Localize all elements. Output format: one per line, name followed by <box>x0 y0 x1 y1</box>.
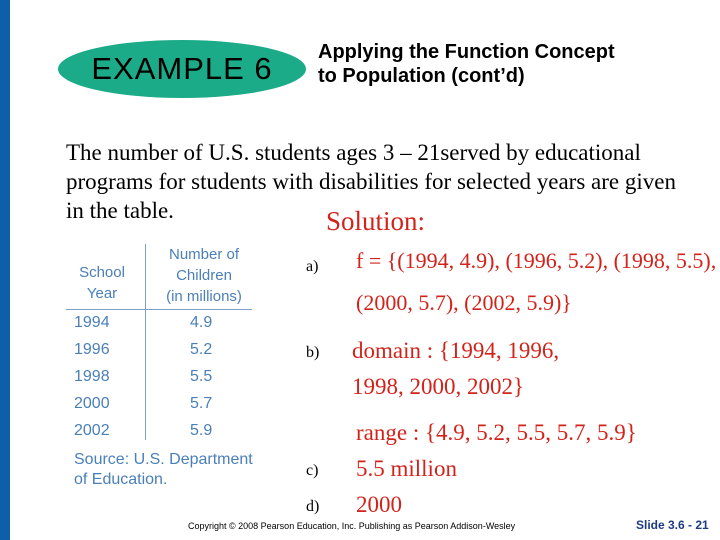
left-accent-bar <box>0 0 10 540</box>
slide-title <box>318 40 615 88</box>
solution-heading: Solution: <box>326 206 426 236</box>
table-cell-year: 1996 <box>74 341 110 358</box>
slide-title-line2: to Population (cont’d) <box>318 65 525 87</box>
table-cell-children: 5.2 <box>190 341 213 358</box>
part-b-domain-line1: domain : {1994, 1996, <box>352 338 560 363</box>
table-cell-children: 5.9 <box>190 422 213 439</box>
table-cell-year: 2000 <box>74 395 110 412</box>
part-b-range: range : {4.9, 5.2, 5.5, 5.7, 5.9} <box>356 420 637 445</box>
table-header-year: School Year <box>79 264 125 302</box>
part-d-answer: 2000 <box>356 492 402 517</box>
table-cell-year: 1998 <box>74 368 110 385</box>
problem-statement: The number of U.S. students ages 3 – 21served by educational programs for students with disabilities for selected years are given in the table. <box>66 140 676 223</box>
slide-title-line1: Applying the Function Concept <box>318 41 615 63</box>
part-d-label: d) <box>306 498 320 515</box>
data-table <box>66 244 286 494</box>
table-cell-year: 1994 <box>74 314 110 331</box>
part-a-function-line1: f = {(1994, 4.9), (1996, 5.2), (1998, 5.5), <box>356 248 717 273</box>
part-b-label: b) <box>306 344 320 361</box>
copyright-footer: Copyright © 2008 Pearson Education, Inc. Publishing as Pearson Addison-Wesley <box>188 521 516 531</box>
table-header-children: Number of Children (in millions) <box>166 246 242 305</box>
table-source: Source: U.S. Department of Education. <box>74 451 253 488</box>
table-cell-children: 5.7 <box>190 395 213 412</box>
table-horizontal-divider <box>66 309 252 310</box>
part-c-answer: 5.5 million <box>356 456 457 481</box>
table-cell-children: 4.9 <box>190 314 213 331</box>
part-b-domain-line2: 1998, 2000, 2002} <box>352 374 525 399</box>
example-badge-label: EXAMPLE 6 <box>91 51 273 86</box>
part-c-label: c) <box>306 462 319 479</box>
part-a-function-line2: (2000, 5.7), (2002, 5.9)} <box>356 290 572 315</box>
table-cell-children: 5.5 <box>190 368 213 385</box>
table-vertical-divider <box>145 244 146 440</box>
table-cell-year: 2002 <box>74 422 110 439</box>
part-a-label: a) <box>306 258 319 275</box>
slide-number: Slide 3.6 - 21 <box>636 518 709 532</box>
